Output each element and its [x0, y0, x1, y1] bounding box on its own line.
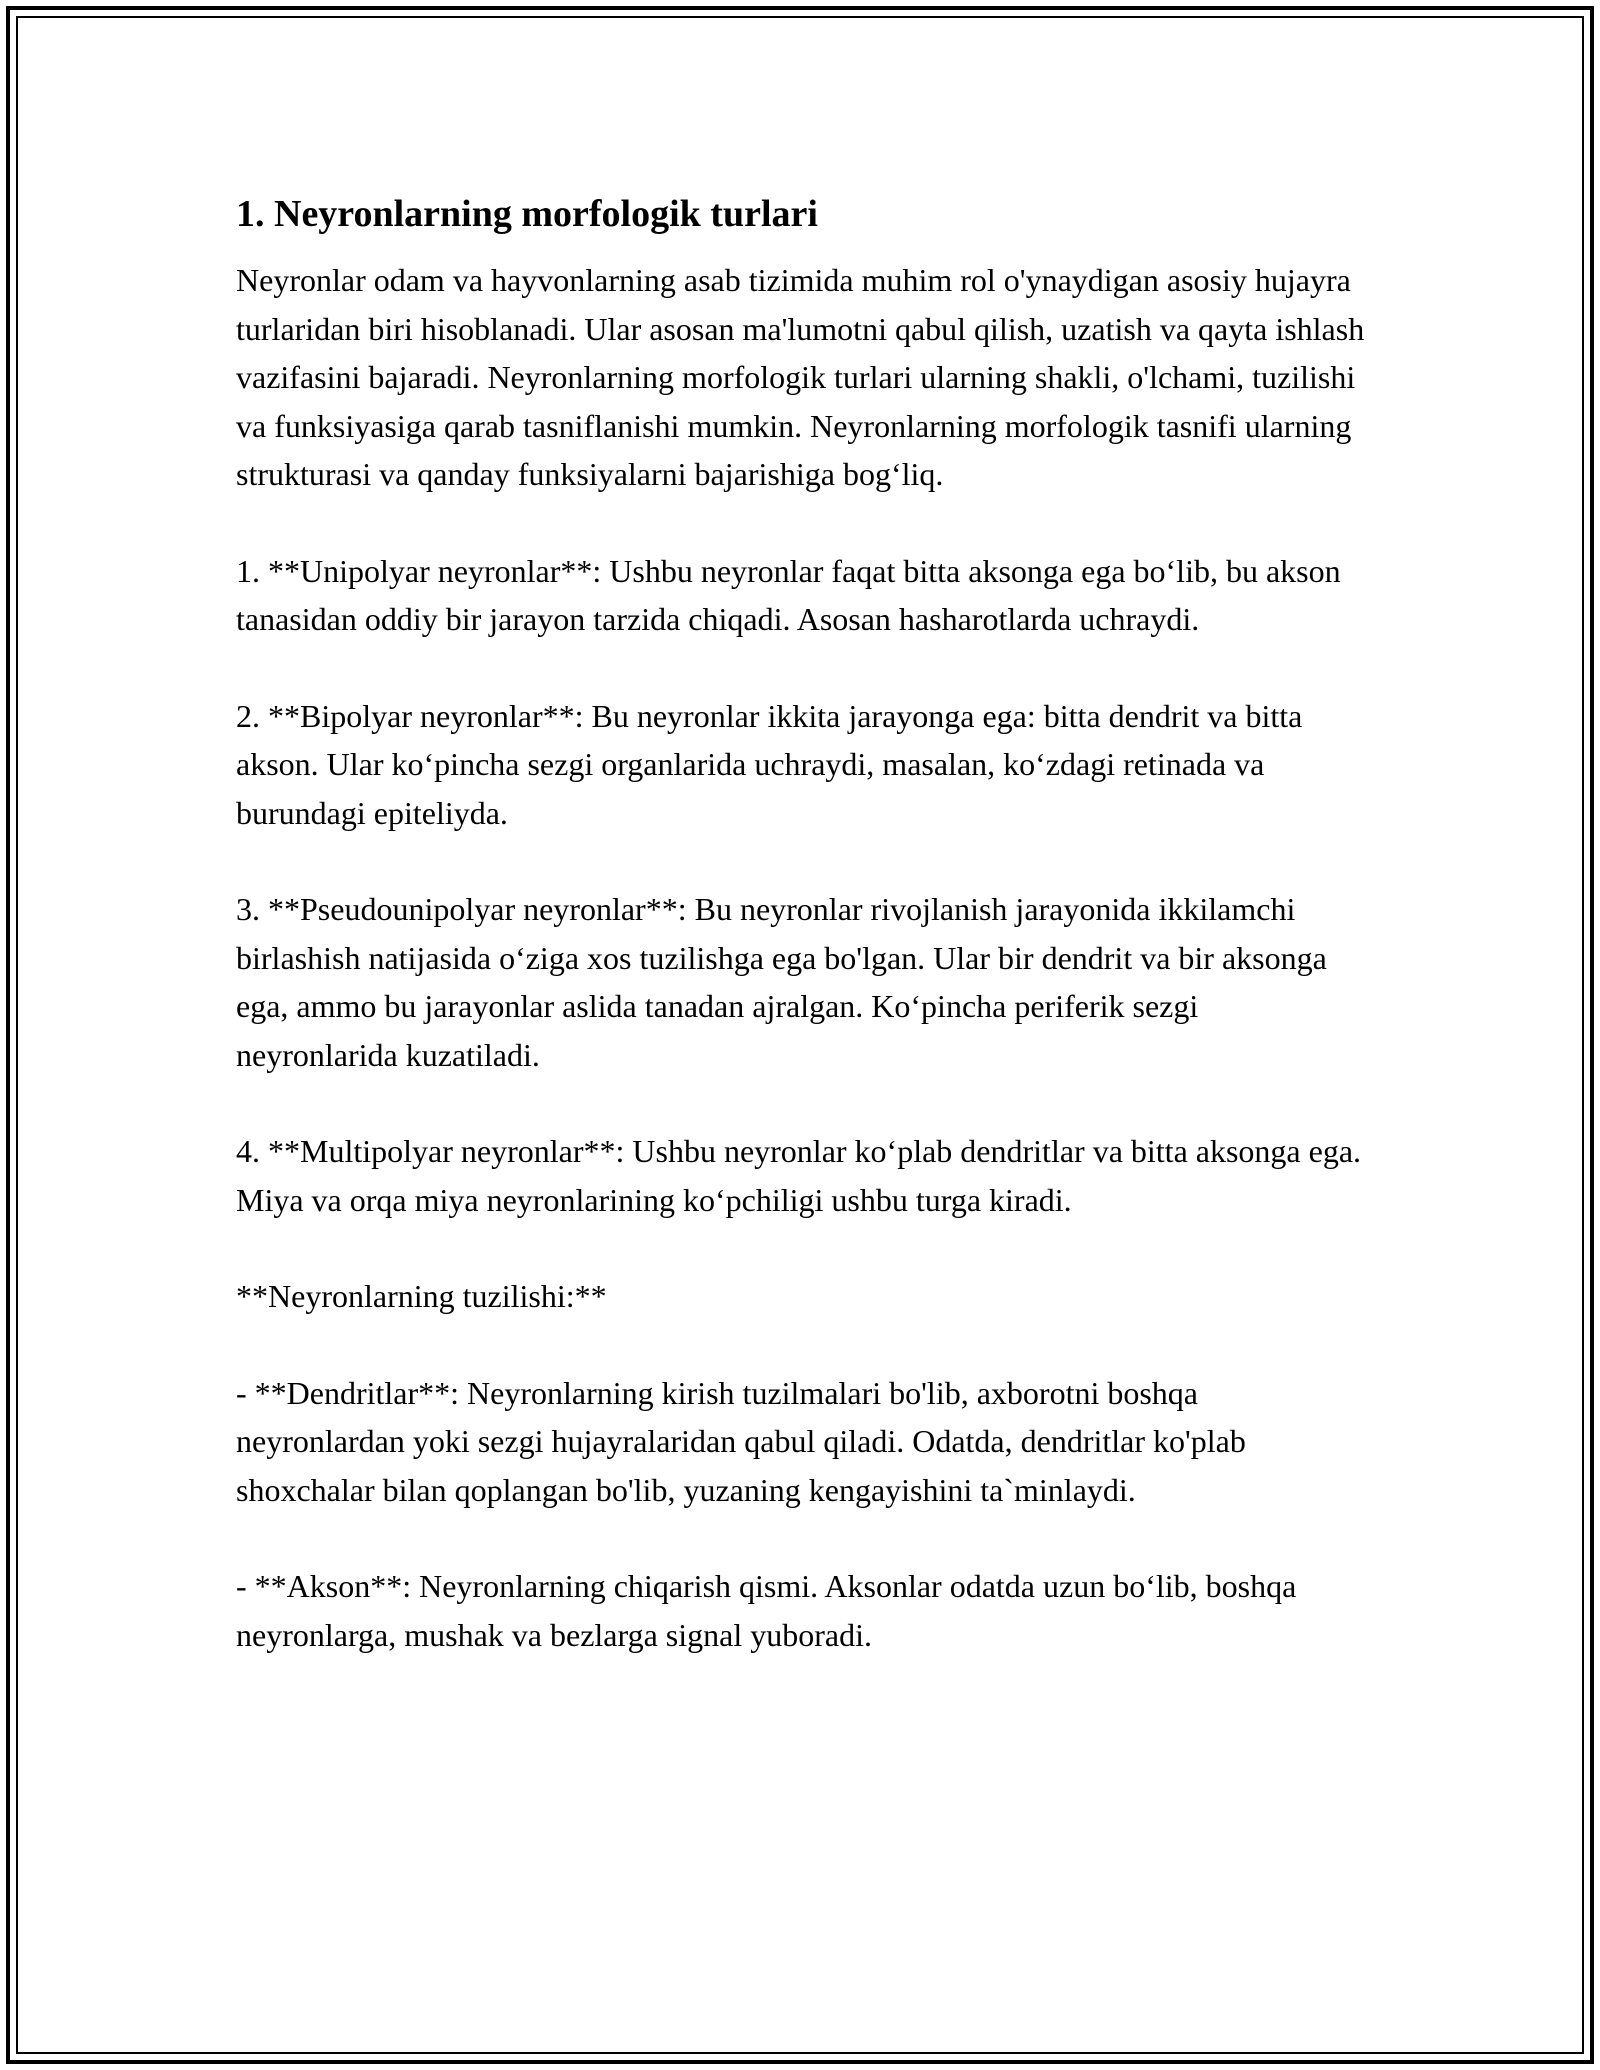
intro-paragraph: Neyronlar odam va hayvonlarning asab tizimida muhim rol o'ynaydigan asosiy hujayra turlaridan biri hisoblanadi. Ular asosan ma'lumotni qabul qilish, uzatish va qayta ishlash vazifasini bajaradi. Neyronlarning morfologik turlari ularning shakli, o'lchami, tuzilishi va funksiyasiga qarab tasniflanishi mumkin. Neyronlarning morfologik tasnifi ularning strukturasi va qanday funksiyalarni bajarishiga bog‘liq. [236, 262, 1365, 492]
section-heading: 1. Neyronlarning morfologik turlari [236, 193, 818, 235]
axon-paragraph: - **Akson**: Neyronlarning chiqarish qismi. Aksonlar odatda uzun bo‘lib, boshqa neyronlarga, mushak va bezlarga signal yuboradi. [236, 1568, 1297, 1653]
dendrites-paragraph: - **Dendritlar**: Neyronlarning kirish tuzilmalari bo'lib, axborotni boshqa neyronlardan yoki sezgi hujayralaridan qabul qiladi. Odatda, dendritlar ko'plab shoxchalar bilan qoplangan bo'lib, yuzaning kengayishini ta`minlaydi. [236, 1374, 1246, 1508]
unipolar-paragraph: 1. **Unipolyar neyronlar**: Ushbu neyronlar faqat bitta aksonga ega bo‘lib, bu akson tanasidan oddiy bir jarayon tarzida chiqadi. Asosan hasharotlarda uchraydi. [236, 552, 1341, 637]
pseudounipolar-paragraph: 3. **Pseudounipolyar neyronlar**: Bu neyronlar rivojlanish jarayonida ikkilamchi birlashish natijasida o‘ziga xos tuzilishga ega bo'lgan. Ular bir dendrit va bir aksonga ega, ammo bu jarayonlar aslida tanadan ajralgan. Ko‘pincha periferik sezgi neyronlarida kuzatiladi. [236, 891, 1327, 1073]
document-body [236, 186, 1366, 1707]
multipolar-paragraph: 4. **Multipolyar neyronlar**: Ushbu neyronlar ko‘plab dendritlar va bitta aksonga ega. Miya va orqa miya neyronlarining ko‘pchiligi ushbu turga kiradi. [236, 1133, 1362, 1218]
bipolar-paragraph: 2. **Bipolyar neyronlar**: Bu neyronlar ikkita jarayonga ega: bitta dendrit va bitta akson. Ular ko‘pincha sezgi organlarida uchraydi, masalan, ko‘zdagi retinada va burundagi epiteliyda. [236, 697, 1303, 831]
structure-subheading: **Neyronlarning tuzilishi:** [236, 1278, 607, 1314]
